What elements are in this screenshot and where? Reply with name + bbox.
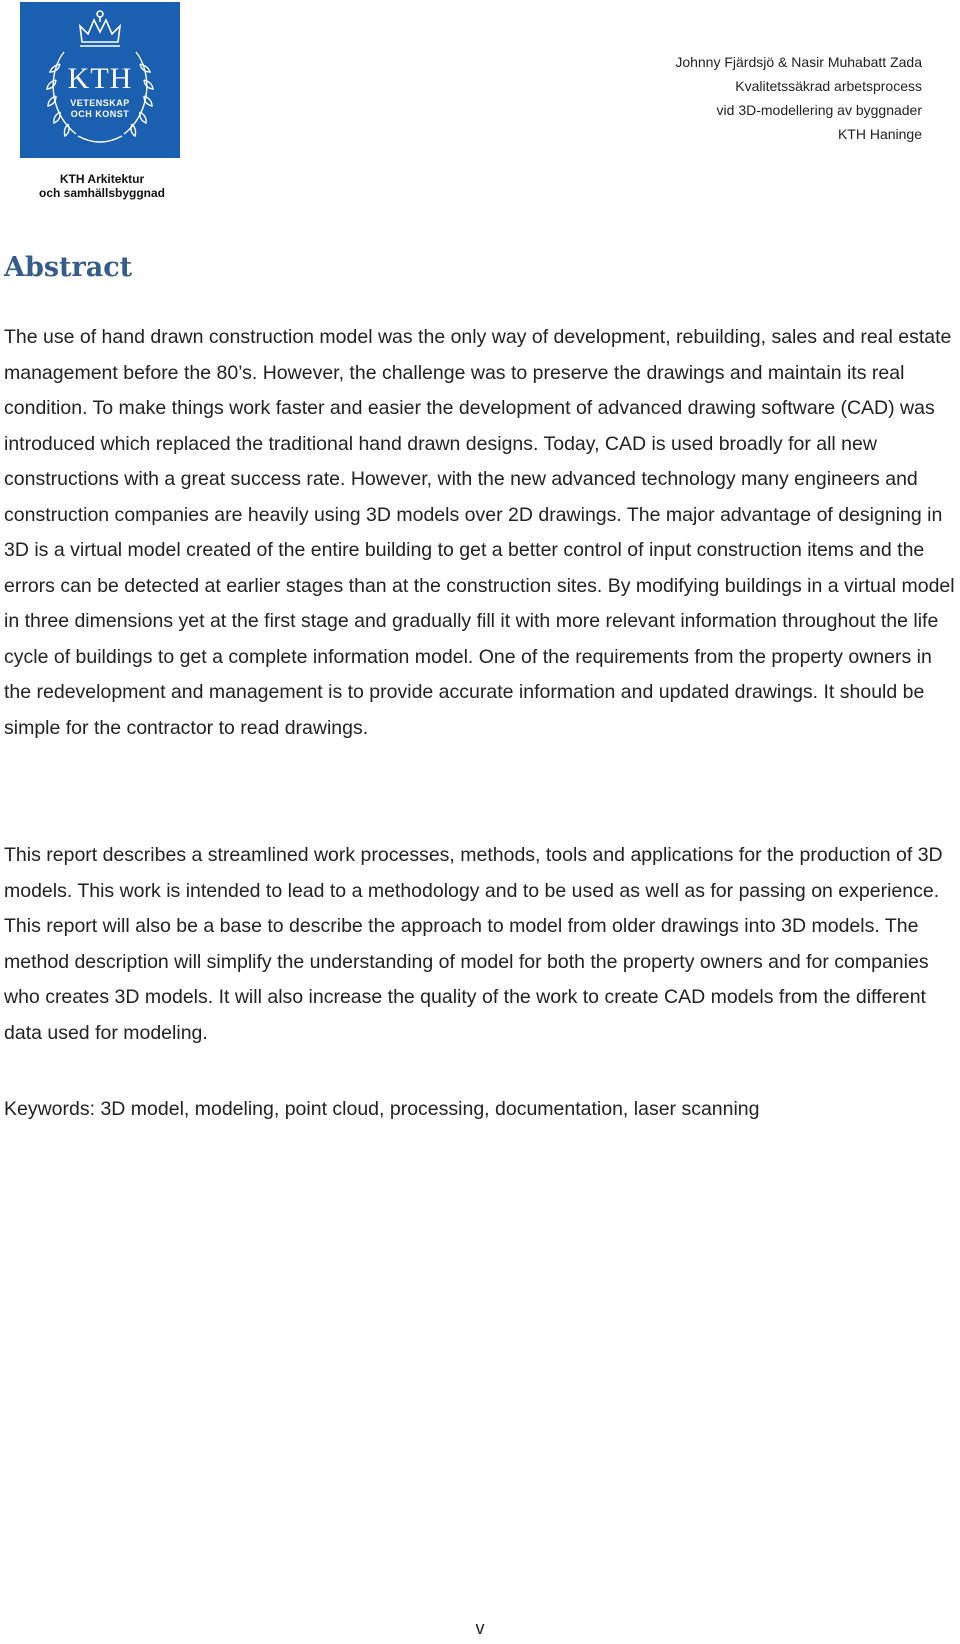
abstract-heading: Abstract (4, 252, 133, 283)
page-number: v (475, 1618, 485, 1638)
kth-logo (20, 2, 180, 158)
header-title-line2: vid 3D-modellering av byggnader (716, 102, 922, 118)
logo-caption-line2: och samhällsbyggnad (38, 186, 166, 200)
header-authors: Johnny Fjärdsjö & Nasir Muhabatt Zada (675, 54, 922, 70)
keywords: Keywords: 3D model, modeling, point cloud, processing, documentation, laser scanning (4, 1098, 760, 1120)
header-institution: KTH Haninge (837, 126, 922, 142)
logo-subtitle-line2: OCH KONST (70, 109, 130, 119)
logo-subtitle-line1: VETENSKAP (70, 98, 130, 108)
abstract-paragraph-2: This report describes a streamlined work processes, methods, tools and applications for the production of 3D models. This work is intended to lead to a methodology and to be used as well as for passing on experience. This report will also be a base to describe the approach to model from older drawings into 3D models. The method description will simplify the understanding of model for both the property owners and for companies who creates 3D models. It will also increase the quality of the work to create CAD models from the different data used for modeling. (4, 844, 943, 1044)
header-title-line1: Kvalitetssäkrad arbetsprocess (735, 78, 922, 94)
abstract-paragraph-1: The use of hand drawn construction model was the only way of development, rebuilding, sales and real estate management before the 80’s. However, the challenge was to preserve the drawings and maintain its real condition. To make things work faster and easier the development of advanced drawing software (CAD) was introduced which replaced the traditional hand drawn designs. Today, CAD is used broadly for all new constructions with a great success rate. However, with the new advanced technology many engineers and construction companies are heavily using 3D models over 2D drawings. The major advantage of designing in 3D is a virtual model created of the entire building to get a better control of input construction items and the errors can be detected at earlier stages than at the construction sites. By modifying buildings in a virtual model in three dimensions yet at the first stage and gradually fill it with more relevant information throughout the life cycle of buildings to get a complete information model. One of the requirements from the property owners in the redevelopment and management is to provide accurate information and updated drawings. It should be simple for the contractor to read drawings. (4, 326, 955, 739)
logo-caption (16, 172, 188, 200)
logo-caption-line1: KTH Arkitektur (59, 172, 145, 186)
page-header (675, 50, 922, 146)
logo-kth-text: KTH (67, 62, 133, 95)
